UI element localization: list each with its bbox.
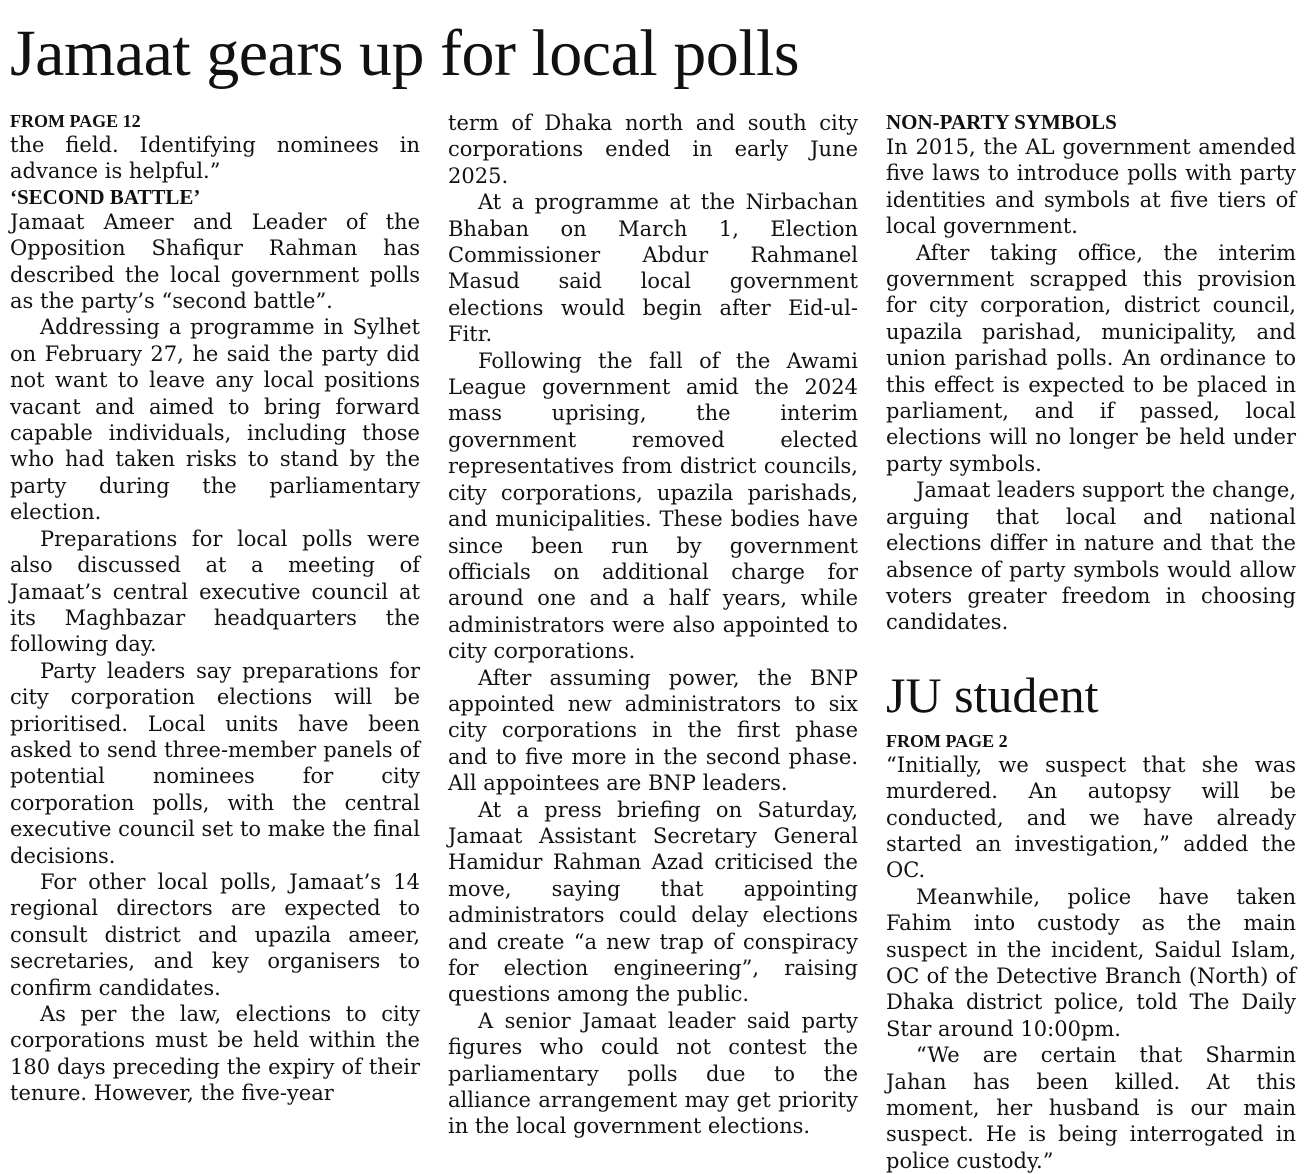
paragraph: “We are certain that Sharmin Jahan has been killed. At this moment, her husband is our main suspect. He is being interrogated in police custody.” bbox=[886, 1043, 1296, 1173]
paragraph: In 2015, the AL government amended five laws to introduce polls with party identities and symbols at five tiers of local government. bbox=[886, 135, 1296, 239]
from-page-kicker: FROM PAGE 12 bbox=[10, 111, 141, 131]
paragraph: the field. Identifying nominees in advance is helpful.” bbox=[10, 133, 420, 184]
paragraph: After assuming power, the BNP appointed new administrators to six city corporations in the first phase and to five more in the second phase. All appointees are BNP leaders. bbox=[448, 665, 858, 796]
paragraph: term of Dhaka north and south city corporations ended in early June 2025. bbox=[448, 111, 858, 188]
subhead-second-battle: ‘SECOND BATTLE’ bbox=[10, 184, 201, 209]
paragraph: At a press briefing on Saturday, Jamaat Assistant Secretary General Hamidur Rahman Azad criticised the move, saying that appointing administrators could delay elections and create “a new trap of conspiracy for election engineering”, raising questions among the public. bbox=[448, 797, 858, 1007]
from-page-kicker: FROM PAGE 2 bbox=[886, 730, 1008, 751]
paragraph: Addressing a programme in Sylhet on February 27, he said the party did not want to leave any local positions vacant and aimed to bring forward capable individuals, including those who had taken risks to stand by the party during the parliamentary election. bbox=[10, 315, 420, 525]
paragraph: Jamaat Ameer and Leader of the Opposition Shafiqur Rahman has described the local government polls as the party’s “second battle”. bbox=[10, 209, 420, 314]
column-1 bbox=[10, 110, 420, 1107]
paragraph: A senior Jamaat leader said party figures who could not contest the parliamentary polls due to the alliance arrangement may get priority in the local government elections. bbox=[448, 1008, 858, 1139]
paragraph: At a programme at the Nirbachan Bhaban on March 1, Election Commissioner Abdur Rahmanel Masud said local government elections would begin after Eid-ul-Fitr. bbox=[448, 190, 858, 347]
paragraph: Following the fall of the Awami League government amid the 2024 mass uprising, the interim government removed elected representatives from district councils, city corporations, upazila parishads, and municipalities. These bodies have since been run by government officials on additional charge for around one and a half years, while administrators were also appointed to city corporations. bbox=[448, 348, 858, 664]
paragraph: After taking office, the interim government scrapped this provision for city corporation, district council, upazila parishad, municipality, and union parishad polls. An ordinance to this effect is expected to be placed in parliament, and if passed, local elections will no longer be held under party symbols. bbox=[886, 240, 1296, 476]
paragraph: Meanwhile, police have taken Fahim into custody as the main suspect in the incident, Saidul Islam, OC of the Detective Branch (North) of Dhaka district police, told The Daily Star around 10:00pm. bbox=[886, 884, 1296, 1041]
subhead-non-party-symbols: NON-PARTY SYMBOLS bbox=[886, 110, 1117, 134]
paragraph: For other local polls, Jamaat’s 14 regional directors are expected to consult district and upazila ameer, secretaries, and key organisers to confirm candidates. bbox=[10, 869, 420, 1000]
paragraph: Party leaders say preparations for city corporation elections will be prioritised. Local units have been asked to send three-member panels of potential nominees for city corporation polls, with the central executive council set to make the final decisions. bbox=[10, 658, 420, 868]
paragraph: “Initially, we suspect that she was murdered. An autopsy will be conducted, and we have already started an investigation,” added the OC. bbox=[886, 752, 1296, 883]
article-headline: Jamaat gears up for local polls bbox=[10, 17, 800, 90]
column-3 bbox=[886, 110, 1296, 1174]
column-2 bbox=[448, 110, 858, 1140]
paragraph: As per the law, elections to city corporations must be held within the 180 days preceding the expiry of their tenure. However, the five-year bbox=[10, 1002, 420, 1106]
paragraph: Preparations for local polls were also discussed at a meeting of Jamaat’s central executive council at its Maghbazar headquarters the following day. bbox=[10, 526, 420, 657]
paragraph: Jamaat leaders support the change, arguing that local and national elections differ in nature and that the absence of party symbols would allow voters greater freedom in choosing candidates. bbox=[886, 478, 1296, 635]
ju-student-headline: JU student bbox=[886, 666, 1099, 723]
